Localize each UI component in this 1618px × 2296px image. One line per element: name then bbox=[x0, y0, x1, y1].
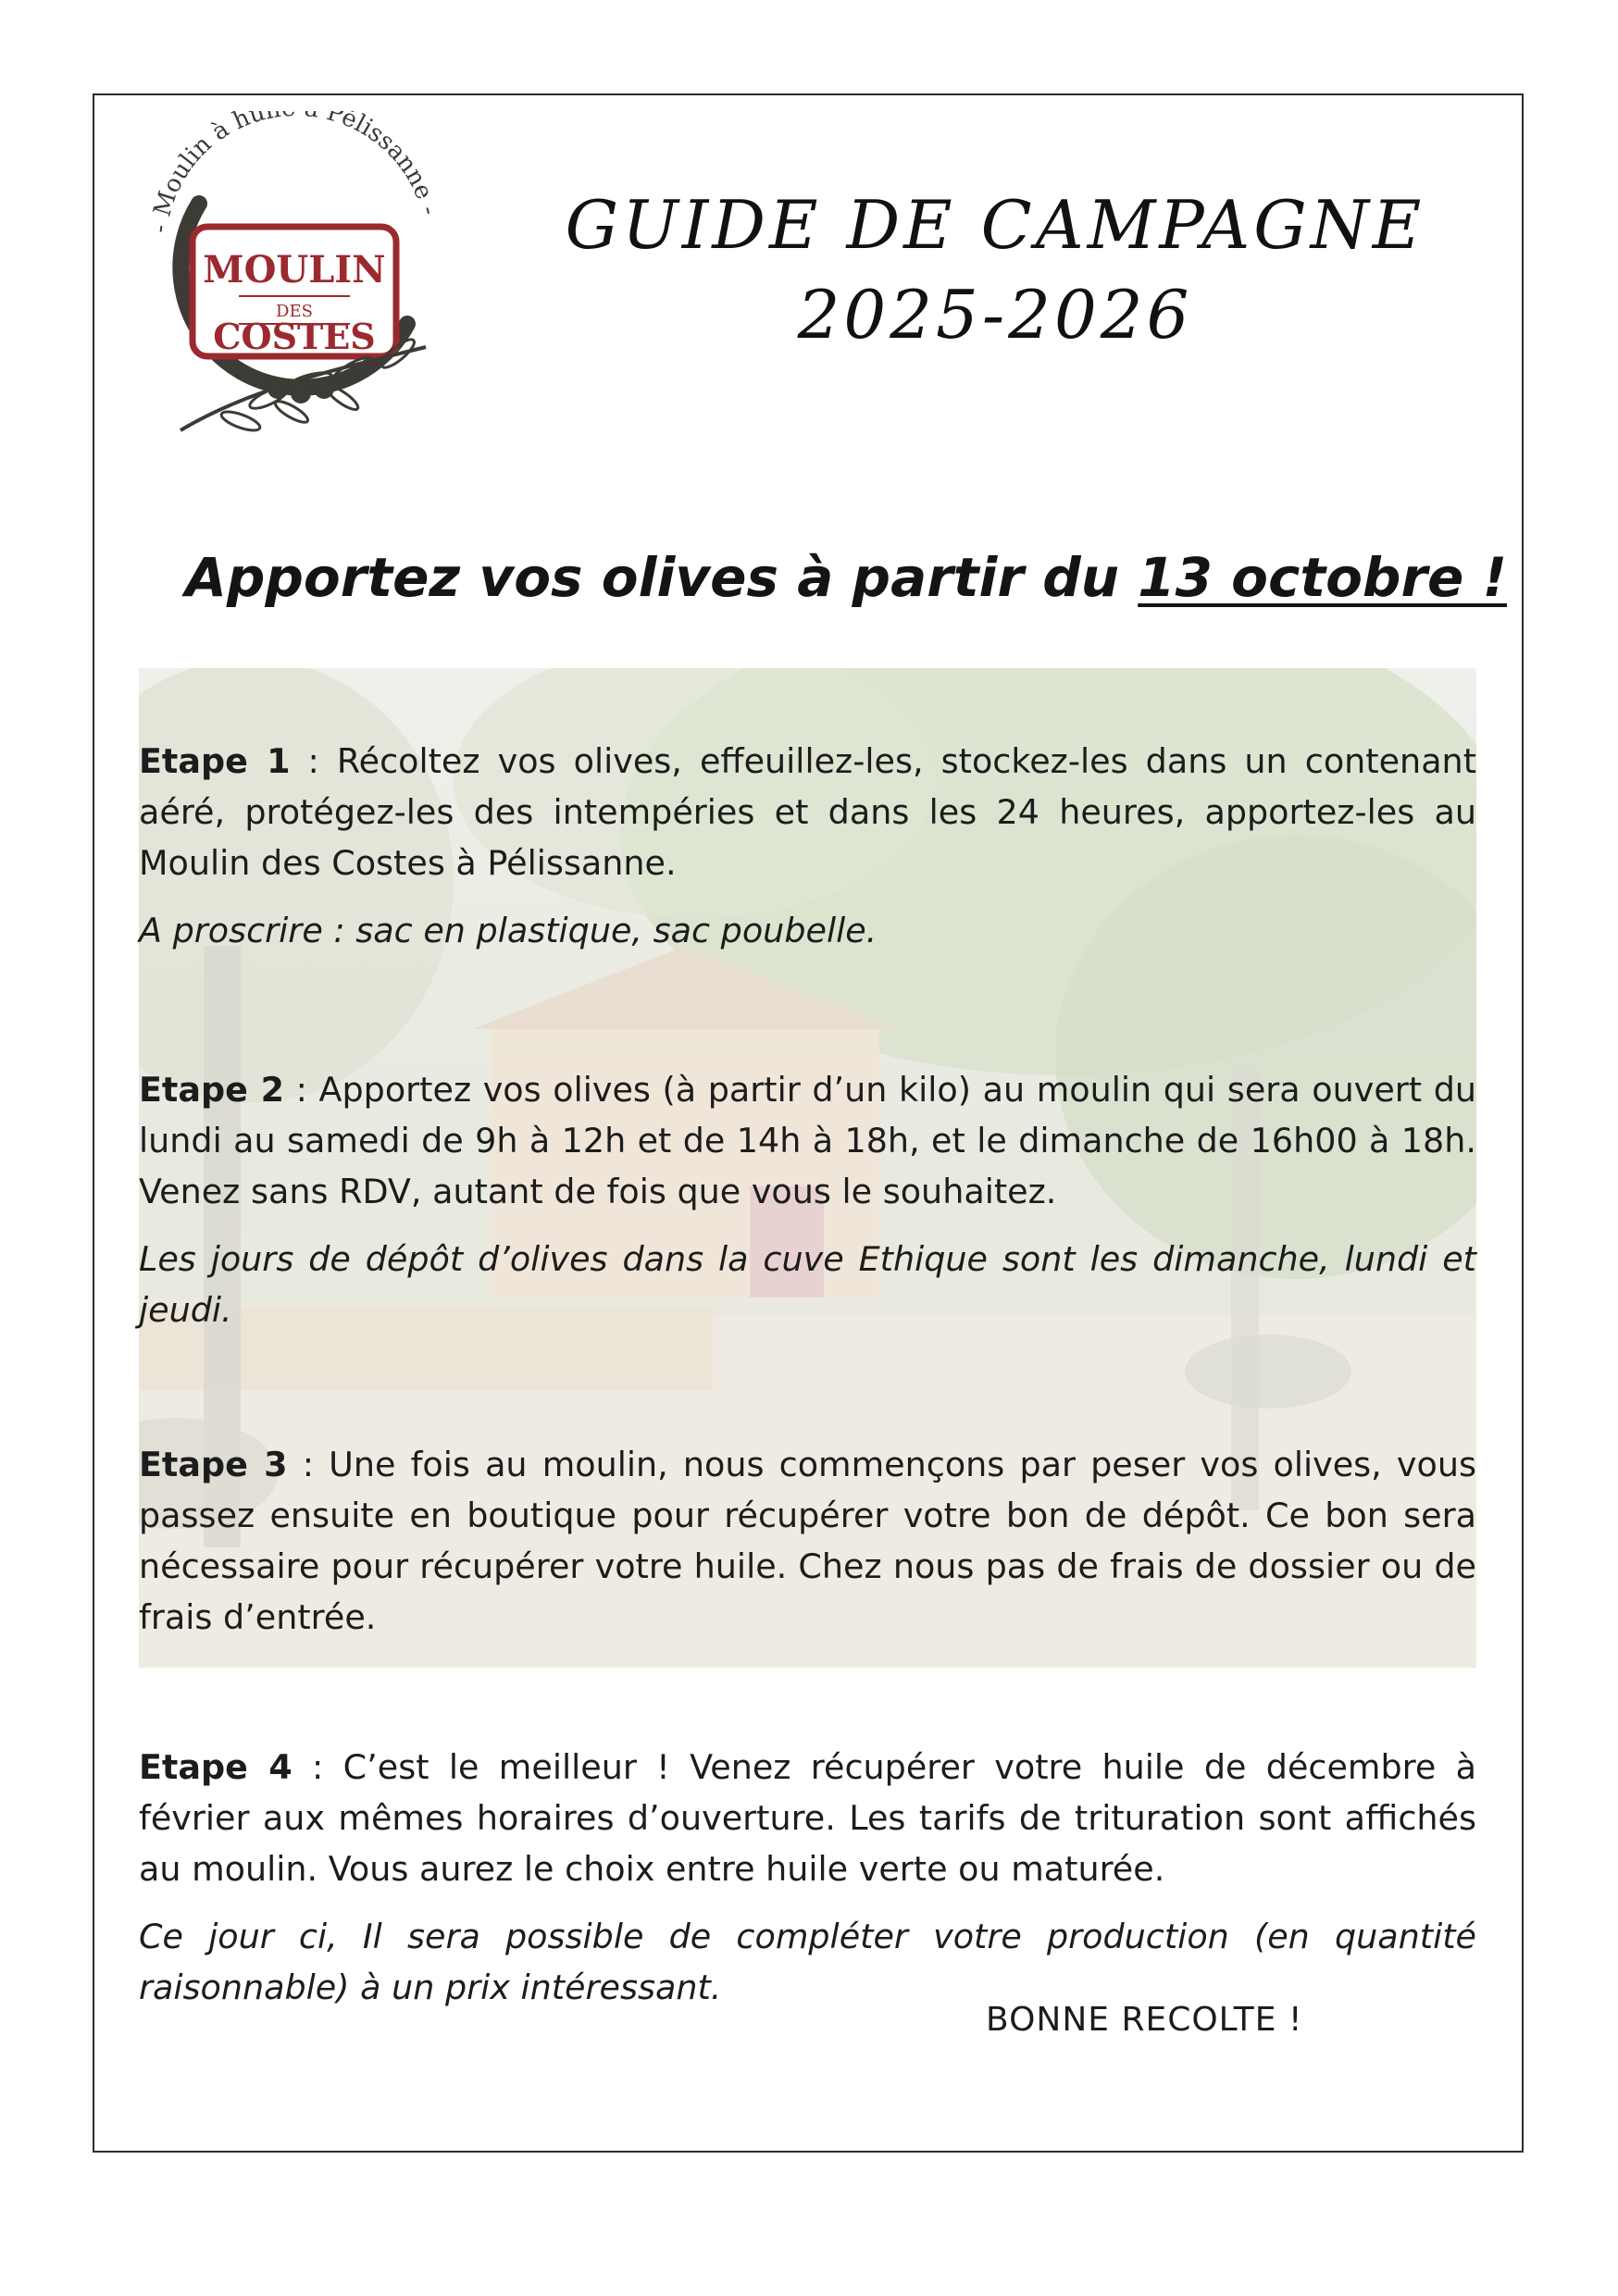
svg-text:DES: DES bbox=[276, 302, 313, 321]
step-3-label: Etape 3 bbox=[139, 1445, 288, 1484]
headline-prefix: Apportez vos olives à partir du bbox=[185, 546, 1139, 609]
step-1-note: A proscrire : sac en plastique, sac poubelle. bbox=[139, 911, 877, 950]
moulin-des-costes-logo bbox=[130, 111, 463, 463]
guide-title bbox=[500, 180, 1490, 360]
step-4-label: Etape 4 bbox=[139, 1747, 292, 1787]
step-2-text bbox=[139, 1064, 1476, 1217]
step-1-body: : Récoltez vos olives, effeuillez-les, stockez-les dans un contenant aéré, protégez-les des intempéries et dans les 24 heures, apportez-les au Moulin des Costes à Pélissanne. bbox=[139, 741, 1477, 883]
step-4-body: : C’est le meilleur ! Venez récupérer votre huile de décembre à février aux mêmes horaires d’ouverture. Les tarifs de trituration sont affichés au moulin. Vous aurez le choix entre huile verte ou maturée. bbox=[139, 1747, 1476, 1889]
headline-date: 13 octobre ! bbox=[1138, 546, 1508, 609]
step-3-text bbox=[139, 1439, 1476, 1643]
step-4 bbox=[139, 1742, 1476, 2013]
step-1 bbox=[139, 736, 1476, 956]
step-2-label: Etape 2 bbox=[139, 1070, 285, 1110]
headline bbox=[185, 546, 1508, 609]
title-line-2: 2025-2026 bbox=[797, 276, 1193, 354]
step-2-body: : Apportez vos olives (à partir d’un kilo) au moulin qui sera ouvert du lundi au samedi de 9h à 12h et de 14h à 18h, et le dimanche de 16h00 à 18h. Venez sans RDV, autant de fois que vous le souhaitez. bbox=[139, 1070, 1477, 1211]
step-2-note: Les jours de dépôt d’olives dans la cuve Ethique sont les dimanche, lundi et jeudi. bbox=[139, 1239, 1476, 1330]
closing-text: BONNE RECOLTE ! bbox=[986, 2001, 1303, 2039]
step-4-note: Ce jour ci, Il sera possible de compléter votre production (en quantité raisonnable) à un prix intéressant. bbox=[139, 1917, 1476, 2007]
step-2 bbox=[139, 1064, 1476, 1335]
step-4-text bbox=[139, 1742, 1476, 1894]
svg-text:MOULIN: MOULIN bbox=[203, 248, 386, 292]
svg-text:COSTES: COSTES bbox=[213, 316, 376, 357]
step-3-body: : Une fois au moulin, nous commençons par peser vos olives, vous passez ensuite en boutique pour récupérer votre bon de dépôt. Ce bon sera nécessaire pour récupérer votre huile. Chez nous pas de frais de dossier ou de frais d’entrée. bbox=[139, 1445, 1476, 1637]
step-3 bbox=[139, 1439, 1476, 1643]
step-1-label: Etape 1 bbox=[139, 741, 291, 781]
step-1-text bbox=[139, 736, 1476, 888]
title-line-1: GUIDE DE CAMPAGNE bbox=[565, 186, 1425, 264]
svg-text:- Moulin à huile à Pélissanne: - Moulin à hu Pélissanne - bbox=[145, 111, 443, 235]
